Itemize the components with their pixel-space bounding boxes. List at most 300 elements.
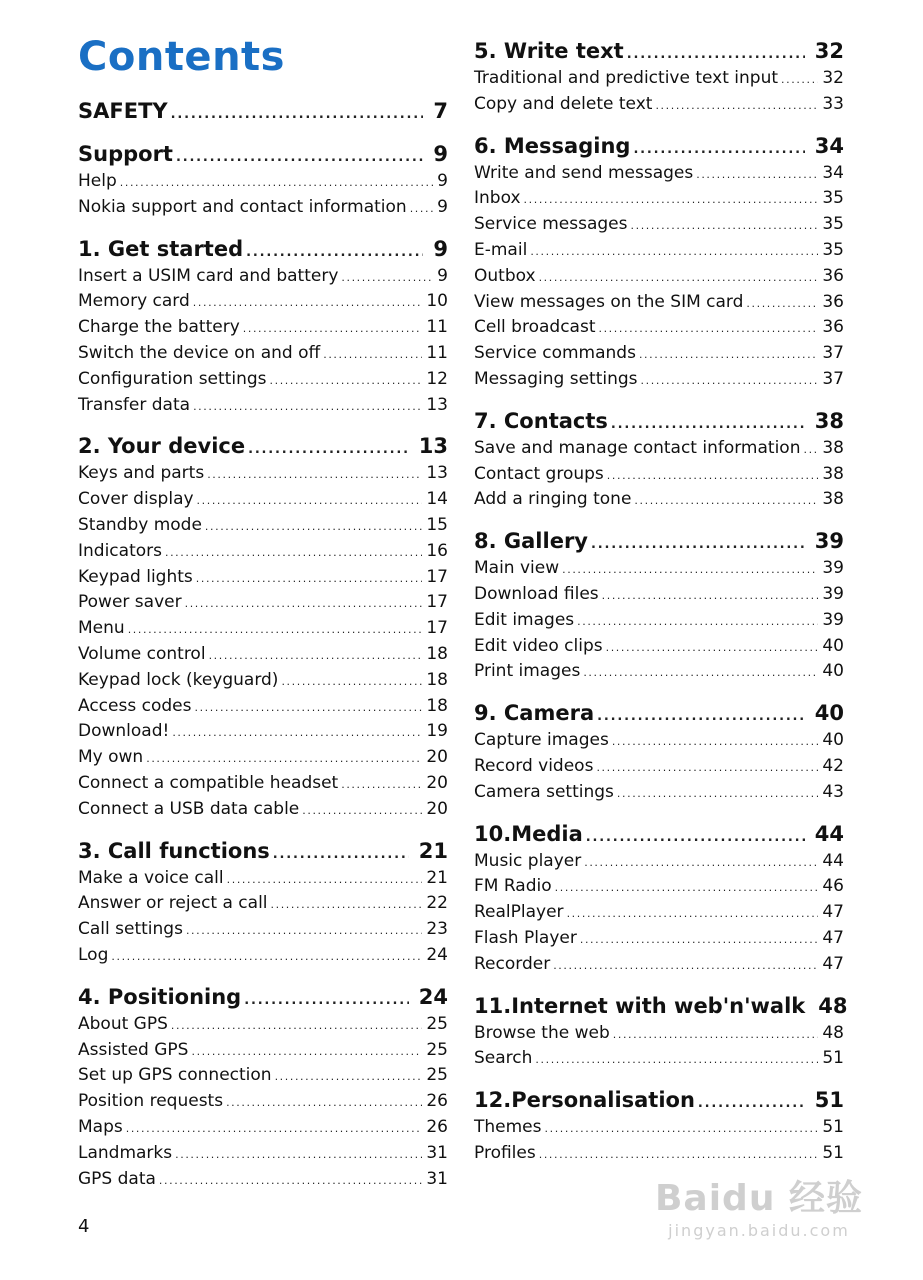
toc-entry-page: 51 xyxy=(822,1117,844,1138)
toc-entry-page: 31 xyxy=(426,1142,448,1163)
toc-entry[interactable] xyxy=(474,780,844,806)
dot-leader xyxy=(271,892,423,918)
toc-section xyxy=(78,234,448,419)
dot-leader xyxy=(186,918,422,944)
toc-entry[interactable] xyxy=(474,608,844,634)
toc-left-column xyxy=(78,96,448,1192)
toc-heading-page: 9 xyxy=(433,142,448,166)
dot-leader xyxy=(227,867,423,893)
toc-entry[interactable] xyxy=(474,1115,844,1141)
toc-entry[interactable] xyxy=(474,634,844,660)
toc-entry[interactable] xyxy=(474,66,844,92)
toc-entry-label: View messages on the SIM card xyxy=(474,291,744,312)
dot-leader xyxy=(553,953,818,979)
toc-entry[interactable] xyxy=(78,1167,448,1193)
toc-heading-label: 12.Personalisation xyxy=(474,1088,695,1113)
toc-entry[interactable] xyxy=(474,264,844,290)
toc-entry-label: Music player xyxy=(474,850,582,871)
toc-entry-page: 9 xyxy=(437,196,448,217)
dot-leader xyxy=(591,530,805,560)
dot-leader xyxy=(586,823,805,853)
dot-leader xyxy=(639,342,818,368)
toc-entry-page: 37 xyxy=(822,343,844,364)
toc-entry-label: Log xyxy=(78,944,109,965)
toc-heading[interactable] xyxy=(78,982,448,1012)
dot-leader xyxy=(655,93,818,119)
dot-leader xyxy=(530,239,818,265)
dot-leader xyxy=(175,1142,422,1168)
toc-entry[interactable] xyxy=(78,1141,448,1167)
toc-heading-label: 5. Write text xyxy=(474,39,624,63)
dot-leader xyxy=(193,290,423,316)
toc-entry-page: 31 xyxy=(426,1168,448,1189)
toc-entry[interactable] xyxy=(78,642,448,668)
dot-leader xyxy=(539,1142,819,1168)
dot-leader xyxy=(698,1089,805,1119)
dot-leader xyxy=(197,488,423,514)
toc-entry[interactable] xyxy=(78,1089,448,1115)
toc-entry-page: 38 xyxy=(822,489,844,510)
toc-entry[interactable] xyxy=(474,926,844,952)
toc-entry-page: 19 xyxy=(426,721,448,742)
toc-entry-label: Maps xyxy=(78,1116,123,1137)
toc-entry-page: 40 xyxy=(822,730,844,751)
toc-entry-page: 17 xyxy=(426,592,448,613)
toc-entry-page: 47 xyxy=(822,953,844,974)
dot-leader xyxy=(244,986,409,1016)
toc-entry[interactable] xyxy=(78,539,448,565)
dot-leader xyxy=(341,265,433,291)
toc-entry-label: Keypad lock (keyguard) xyxy=(78,669,279,690)
toc-entry-page: 22 xyxy=(426,893,448,914)
toc-entry[interactable] xyxy=(474,290,844,316)
toc-heading-label: 6. Messaging xyxy=(474,133,631,158)
toc-heading-label: 1. Get started xyxy=(78,236,244,261)
toc-entry-label: Browse the web xyxy=(474,1022,610,1043)
toc-entry-page: 18 xyxy=(426,643,448,664)
toc-entry[interactable] xyxy=(78,513,448,539)
toc-entry-label: Service commands xyxy=(474,343,636,364)
toc-entry-label: Power saver xyxy=(78,592,182,613)
toc-entry[interactable] xyxy=(474,341,844,367)
dot-leader xyxy=(641,368,819,394)
toc-entry[interactable] xyxy=(474,436,844,462)
dot-leader xyxy=(205,514,422,540)
dot-leader xyxy=(193,394,422,420)
toc-entry-page: 13 xyxy=(426,463,448,484)
dot-leader xyxy=(598,316,818,342)
toc-entry-label: Recorder xyxy=(474,953,551,974)
toc-heading-label: SAFETY xyxy=(78,99,168,123)
dot-leader xyxy=(545,1116,819,1142)
dot-leader xyxy=(171,1013,422,1039)
toc-entry[interactable] xyxy=(474,1046,844,1072)
toc-entry-label: FM Radio xyxy=(474,876,552,897)
toc-entry-label: Charge the battery xyxy=(78,317,240,338)
toc-entry-page: 13 xyxy=(426,394,448,415)
toc-entry-page: 10 xyxy=(426,291,448,312)
toc-entry-page: 18 xyxy=(426,695,448,716)
toc-entry-label: Help xyxy=(78,171,117,191)
dot-leader xyxy=(539,265,819,291)
toc-entry[interactable] xyxy=(474,238,844,264)
toc-entry[interactable] xyxy=(78,264,448,290)
toc-entry-page: 12 xyxy=(426,368,448,389)
dot-leader xyxy=(226,1090,422,1116)
toc-entry-page: 47 xyxy=(822,902,844,923)
toc-heading[interactable] xyxy=(78,234,448,264)
dot-leader xyxy=(612,729,819,755)
toc-entry[interactable] xyxy=(474,462,844,488)
toc-entry-page: 11 xyxy=(426,342,448,363)
toc-entry[interactable] xyxy=(78,169,448,195)
dot-leader xyxy=(172,720,422,746)
toc-heading[interactable] xyxy=(78,836,448,866)
toc-entry-label: Answer or reject a call xyxy=(78,893,268,914)
toc-entry-page: 14 xyxy=(426,489,448,510)
toc-entry-label: Transfer data xyxy=(78,394,191,415)
toc-entry-label: Nokia support and contact information xyxy=(78,196,407,217)
dot-leader xyxy=(410,196,433,222)
toc-entry-page: 47 xyxy=(822,927,844,948)
toc-entry-page: 36 xyxy=(822,265,844,286)
toc-entry-label: Configuration settings xyxy=(78,368,267,389)
dot-leader xyxy=(583,660,818,686)
dot-leader xyxy=(781,67,818,93)
toc-entry[interactable] xyxy=(78,694,448,720)
toc-entry-page: 34 xyxy=(822,162,844,183)
toc-heading-page: 39 xyxy=(814,529,844,554)
toc-entry[interactable] xyxy=(78,341,448,367)
toc-entry-label: Main view xyxy=(474,558,560,579)
toc-entry-label: Connect a USB data cable xyxy=(78,798,300,819)
dot-leader xyxy=(196,566,423,592)
toc-entry-page: 35 xyxy=(822,188,844,209)
toc-entry-label: Inbox xyxy=(474,188,521,209)
toc-entry-label: Access codes xyxy=(78,695,192,716)
watermark xyxy=(655,1170,863,1240)
toc-entry-label: Search xyxy=(474,1048,533,1069)
toc-entry-page: 25 xyxy=(426,1039,448,1060)
toc-entry-label: Position requests xyxy=(78,1091,224,1112)
toc-heading-label: 7. Contacts xyxy=(474,408,608,433)
toc-heading-page: 48 xyxy=(818,993,848,1018)
toc-heading-label: 10.Media xyxy=(474,821,583,846)
toc-heading-page: 13 xyxy=(418,434,448,459)
toc-entry[interactable] xyxy=(78,917,448,943)
toc-entry-page: 40 xyxy=(822,635,844,656)
dot-leader xyxy=(584,850,818,876)
toc-heading[interactable] xyxy=(474,36,844,66)
toc-entry[interactable] xyxy=(474,952,844,978)
toc-entry-label: Connect a compatible headset xyxy=(78,772,339,793)
dot-leader xyxy=(746,291,818,317)
toc-entry-page: 42 xyxy=(822,755,844,776)
toc-entry[interactable] xyxy=(474,212,844,238)
dot-leader xyxy=(596,755,818,781)
toc-entry[interactable] xyxy=(78,1115,448,1141)
toc-entry[interactable] xyxy=(78,590,448,616)
toc-entry[interactable] xyxy=(474,659,844,685)
dot-leader xyxy=(634,488,818,514)
toc-entry-label: Service messages xyxy=(474,214,628,235)
toc-heading[interactable] xyxy=(474,526,844,556)
toc-entry-label: Indicators xyxy=(78,540,162,561)
toc-entry[interactable] xyxy=(78,943,448,969)
toc-entry-page: 51 xyxy=(822,1142,844,1163)
toc-heading[interactable] xyxy=(474,406,844,436)
toc-section xyxy=(474,131,844,393)
toc-entry-page: 32 xyxy=(822,68,844,88)
toc-section xyxy=(78,431,448,822)
toc-entry[interactable] xyxy=(474,92,844,118)
toc-entry-page: 51 xyxy=(822,1048,844,1069)
toc-entry-page: 20 xyxy=(426,798,448,819)
toc-entry-page: 39 xyxy=(822,609,844,630)
toc-entry-page: 38 xyxy=(822,463,844,484)
toc-heading-label: 4. Positioning xyxy=(78,984,242,1009)
toc-heading-label: 8. Gallery xyxy=(474,529,588,554)
toc-entry-page: 18 xyxy=(426,669,448,690)
toc-entry-label: Keys and parts xyxy=(78,463,205,484)
toc-heading[interactable] xyxy=(474,819,844,849)
page-title: Contents xyxy=(78,34,285,80)
toc-entry-page: 37 xyxy=(822,368,844,389)
toc-entry-page: 39 xyxy=(822,583,844,604)
toc-entry[interactable] xyxy=(474,874,844,900)
toc-section xyxy=(474,526,844,685)
toc-entry-label: Switch the device on and off xyxy=(78,342,321,363)
dot-leader xyxy=(696,162,818,188)
toc-entry-label: Themes xyxy=(474,1117,542,1138)
toc-entry-label: Landmarks xyxy=(78,1142,173,1163)
toc-entry[interactable] xyxy=(78,668,448,694)
dot-leader xyxy=(128,617,423,643)
toc-entry-label: Keypad lights xyxy=(78,566,193,587)
dot-leader xyxy=(176,143,423,173)
toc-entry[interactable] xyxy=(78,461,448,487)
toc-heading-page: 21 xyxy=(418,838,448,863)
dot-leader xyxy=(146,746,422,772)
dot-leader xyxy=(281,669,422,695)
toc-entry-label: Write and send messages xyxy=(474,162,694,183)
toc-entry[interactable] xyxy=(474,1021,844,1047)
toc-heading-page: 7 xyxy=(433,99,448,123)
toc-entry-page: 17 xyxy=(426,566,448,587)
toc-entry-label: About GPS xyxy=(78,1013,168,1034)
dot-leader xyxy=(323,342,422,368)
toc-heading-label: Support xyxy=(78,142,173,166)
toc-entry-page: 46 xyxy=(822,876,844,897)
toc-heading[interactable] xyxy=(474,1085,844,1115)
toc-entry-label: Insert a USIM card and battery xyxy=(78,265,339,286)
toc-entry[interactable] xyxy=(78,1012,448,1038)
toc-entry-page: 40 xyxy=(822,661,844,682)
toc-entry[interactable] xyxy=(78,289,448,315)
toc-heading[interactable] xyxy=(474,131,844,161)
toc-heading[interactable] xyxy=(474,991,848,1021)
dot-leader xyxy=(185,591,423,617)
toc-entry[interactable] xyxy=(78,771,448,797)
toc-entry-label: Cover display xyxy=(78,489,194,510)
dot-leader xyxy=(602,583,819,609)
dot-leader xyxy=(159,1168,422,1194)
toc-entry-label: Standby mode xyxy=(78,514,202,535)
dot-leader xyxy=(302,798,422,824)
toc-right-column xyxy=(474,36,848,1167)
toc-entry-page: 24 xyxy=(426,944,448,965)
toc-entry[interactable] xyxy=(474,556,844,582)
toc-entry[interactable] xyxy=(78,866,448,892)
toc-entry[interactable] xyxy=(78,891,448,917)
toc-entry-label: Traditional and predictive text input xyxy=(474,68,779,88)
toc-entry-page: 36 xyxy=(822,291,844,312)
dot-leader xyxy=(631,213,819,239)
toc-entry-label: Download! xyxy=(78,721,170,742)
dot-leader xyxy=(270,368,423,394)
toc-section xyxy=(474,991,848,1073)
toc-heading-page: 51 xyxy=(814,1088,844,1113)
toc-entry[interactable] xyxy=(474,728,844,754)
toc-entry-label: Print images xyxy=(474,661,581,682)
dot-leader xyxy=(562,557,818,583)
dot-leader xyxy=(126,1116,423,1142)
toc-entry-label: Contact groups xyxy=(474,463,604,484)
toc-entry[interactable] xyxy=(474,315,844,341)
toc-entry-page: 38 xyxy=(822,437,844,458)
toc-heading[interactable] xyxy=(474,698,844,728)
page-number: 4 xyxy=(78,1216,90,1237)
toc-entry[interactable] xyxy=(78,393,448,419)
toc-entry-label: Messaging settings xyxy=(474,368,638,389)
dot-leader xyxy=(273,840,409,870)
toc-heading[interactable] xyxy=(78,96,448,126)
toc-entry[interactable] xyxy=(78,315,448,341)
toc-heading-page: 38 xyxy=(814,408,844,433)
toc-entry[interactable] xyxy=(78,565,448,591)
toc-section xyxy=(474,406,844,513)
toc-entry-label: Set up GPS connection xyxy=(78,1065,272,1086)
toc-entry-page: 15 xyxy=(426,514,448,535)
toc-entry-label: Record videos xyxy=(474,755,594,776)
dot-leader xyxy=(524,187,819,213)
dot-leader xyxy=(120,170,433,196)
dot-leader xyxy=(275,1064,423,1090)
toc-entry[interactable] xyxy=(474,487,844,513)
toc-heading-page: 32 xyxy=(814,39,844,63)
toc-entry[interactable] xyxy=(474,1141,844,1167)
toc-entry-page: 11 xyxy=(426,317,448,338)
toc-entry[interactable] xyxy=(78,745,448,771)
toc-entry-label: Menu xyxy=(78,618,125,639)
toc-entry-page: 25 xyxy=(426,1013,448,1034)
toc-entry[interactable] xyxy=(78,487,448,513)
toc-entry[interactable] xyxy=(78,367,448,393)
watermark-logo: Baidu 经验 xyxy=(654,1178,863,1219)
toc-entry[interactable] xyxy=(474,754,844,780)
dot-leader xyxy=(243,316,423,342)
toc-entry-page: 35 xyxy=(822,239,844,260)
toc-section xyxy=(474,819,844,978)
toc-section xyxy=(474,36,844,118)
toc-entry-label: Capture images xyxy=(474,730,609,751)
toc-heading-label: 11.Internet with web'n'walk xyxy=(474,993,806,1018)
toc-entry-page: 25 xyxy=(426,1065,448,1086)
dot-leader xyxy=(207,462,422,488)
toc-entry-page: 36 xyxy=(822,317,844,338)
dot-leader xyxy=(617,781,818,807)
dot-leader xyxy=(194,695,422,721)
toc-heading-page: 44 xyxy=(814,821,844,846)
toc-entry-page: 48 xyxy=(822,1022,844,1043)
toc-entry[interactable] xyxy=(474,367,844,393)
dot-leader xyxy=(341,772,422,798)
toc-entry-label: Edit video clips xyxy=(474,635,603,656)
toc-entry-label: Edit images xyxy=(474,609,575,630)
dot-leader xyxy=(580,927,819,953)
toc-entry-page: 43 xyxy=(822,781,844,802)
toc-entry-label: Copy and delete text xyxy=(474,93,653,114)
dot-leader xyxy=(606,635,819,661)
dot-leader xyxy=(165,540,422,566)
toc-entry[interactable] xyxy=(474,161,844,187)
toc-heading[interactable] xyxy=(78,139,448,169)
toc-entry-label: Profiles xyxy=(474,1142,536,1163)
toc-entry[interactable] xyxy=(78,195,448,221)
toc-entry[interactable] xyxy=(78,616,448,642)
dot-leader xyxy=(613,1022,819,1048)
toc-section xyxy=(78,982,448,1193)
toc-section xyxy=(78,96,448,126)
toc-entry-page: 26 xyxy=(426,1116,448,1137)
toc-heading-page: 40 xyxy=(814,701,844,726)
toc-section xyxy=(78,836,448,969)
dot-leader xyxy=(567,901,819,927)
toc-entry[interactable] xyxy=(474,900,844,926)
toc-entry[interactable] xyxy=(474,582,844,608)
toc-entry[interactable] xyxy=(78,797,448,823)
toc-entry-page: 20 xyxy=(426,772,448,793)
toc-heading[interactable] xyxy=(78,431,448,461)
toc-heading-page: 34 xyxy=(814,133,844,158)
toc-entry-label: E-mail xyxy=(474,239,528,260)
toc-entry[interactable] xyxy=(78,1038,448,1064)
dot-leader xyxy=(209,643,423,669)
toc-entry-label: Volume control xyxy=(78,643,206,664)
toc-entry[interactable] xyxy=(78,719,448,745)
toc-entry-page: 35 xyxy=(822,214,844,235)
toc-entry-label: Assisted GPS xyxy=(78,1039,189,1060)
toc-section xyxy=(474,698,844,805)
toc-entry-page: 16 xyxy=(426,540,448,561)
toc-section xyxy=(78,139,448,221)
toc-heading-page: 24 xyxy=(418,984,448,1009)
dot-leader xyxy=(191,1039,422,1065)
watermark-url: jingyan.baidu.com xyxy=(668,1221,850,1240)
dot-leader xyxy=(607,463,819,489)
toc-entry[interactable] xyxy=(474,849,844,875)
dot-leader xyxy=(248,435,409,465)
toc-entry-label: Memory card xyxy=(78,291,190,312)
toc-entry-label: Add a ringing tone xyxy=(474,489,632,510)
toc-entry-page: 44 xyxy=(822,850,844,871)
toc-entry[interactable] xyxy=(78,1063,448,1089)
toc-entry[interactable] xyxy=(474,186,844,212)
toc-entry-label: My own xyxy=(78,747,144,768)
toc-entry-label: Flash Player xyxy=(474,927,577,948)
toc-entry-page: 39 xyxy=(822,558,844,579)
toc-entry-page: 21 xyxy=(426,867,448,888)
